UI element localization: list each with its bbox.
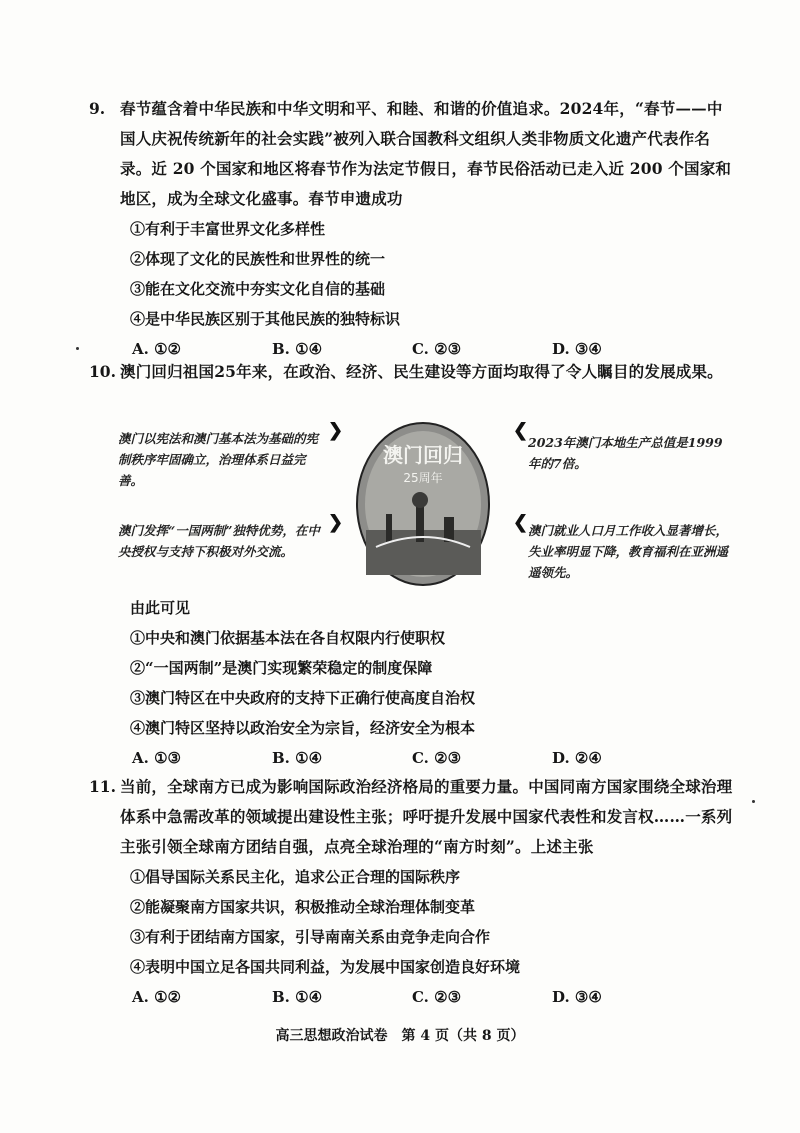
question-stem: 当前，全球南方已成为影响国际政治经济格局的重要力量。中国同南方国家围绕全球治理体系中急需改革的领域提出建设性主张；呼吁提升发展中国家代表性和发言权……一系列主张引领全球南方团结自强，点亮全球治理的“南方时刻”。上述主张 — [120, 777, 733, 856]
question-number: 9. — [89, 99, 106, 118]
statement-4: ④是中华民族区别于其他民族的独特标识 — [130, 310, 401, 328]
caption-left-top: 澳门以宪法和澳门基本法为基础的宪制秩序牢固确立，治理体系日益完善。 — [118, 431, 319, 488]
lead-text: 由此可见 — [130, 599, 191, 617]
statement-1: ①有利于丰富世界文化多样性 — [130, 220, 326, 238]
question-number: 11. — [89, 777, 116, 796]
caption-left-bottom: 澳门发挥“一国两制”独特优势，在中央授权与支持下积极对外交流。 — [118, 523, 320, 559]
statement-3: ③澳门特区在中央政府的支持下正确行使高度自治权 — [130, 689, 476, 707]
choice-d[interactable]: D. ②④ — [552, 749, 602, 767]
choice-a[interactable]: A. ①② — [132, 988, 181, 1006]
question-10-options — [120, 593, 735, 773]
choice-b[interactable]: B. ①④ — [272, 340, 323, 358]
caption-right-top: 2023年澳门本地生产总值是1999年的7倍。 — [528, 435, 723, 471]
statement-2: ②体现了文化的民族性和世界性的统一 — [130, 250, 386, 268]
question-9 — [89, 94, 735, 364]
question-stem: 春节蕴含着中华民族和中华文明和平、和睦、和谐的价值追求。2024年，“春节——中国人庆祝传统新年的社会实践”被列入联合国教科文组织人类非物质文化遗产代表作名录。近 20 个国家和地区将春节作为法定节假日，春节民俗活动已走入近 200 个国家和地区，成为全球文化盛事。春节申遗成功 — [120, 99, 732, 208]
macau-figure — [118, 420, 738, 590]
badge-subtitle: 25周年 — [403, 471, 443, 485]
choice-c[interactable]: C. ②③ — [412, 340, 462, 358]
badge-title: 澳门回归 — [383, 443, 463, 467]
statement-4: ④表明中国立足各国共同利益，为发展中国家创造良好环境 — [130, 958, 521, 976]
choice-a[interactable]: A. ①② — [132, 340, 181, 358]
statement-3: ③有利于团结南方国家，引导南南关系由竞争走向合作 — [130, 928, 491, 946]
choice-d[interactable]: D. ③④ — [552, 340, 602, 358]
question-stem: 澳门回归祖国25年来，在政治、经济、民生建设等方面均取得了令人瞩目的发展成果。 — [120, 362, 723, 381]
choice-b[interactable]: B. ①④ — [272, 988, 323, 1006]
scan-speck — [752, 800, 755, 803]
scan-speck — [76, 347, 79, 350]
chevron-right-icon: ❯ — [328, 420, 344, 441]
statement-1: ①中央和澳门依据基本法在各自权限内行使职权 — [130, 629, 446, 647]
question-number: 10. — [89, 362, 116, 381]
chevron-right-icon: ❯ — [328, 512, 344, 533]
statement-3: ③能在文化交流中夯实文化自信的基础 — [130, 280, 386, 298]
statement-2: ②能凝聚南方国家共识，积极推动全球治理体制变革 — [130, 898, 476, 916]
answer-choices — [120, 743, 735, 773]
question-11 — [89, 772, 735, 1012]
caption-right-bottom: 澳门就业人口月工作收入显著增长，失业率明显下降，教育福利在亚洲遥遥领先。 — [528, 523, 729, 580]
statement-2: ②“一国两制”是澳门实现繁荣稳定的制度保障 — [130, 659, 433, 677]
choice-d[interactable]: D. ③④ — [552, 988, 602, 1006]
statement-1: ①倡导国际关系民主化，追求公正合理的国际秩序 — [130, 868, 461, 886]
page-footer: 高三思想政治试卷 第 4 页（共 8 页） — [275, 1028, 525, 1044]
statement-4: ④澳门特区坚持以政治安全为宗旨，经济安全为根本 — [130, 719, 476, 737]
choice-a[interactable]: A. ①③ — [132, 749, 181, 767]
macau-anniversary-badge — [356, 422, 491, 587]
chevron-left-icon: ❮ — [513, 512, 529, 533]
choice-b[interactable]: B. ①④ — [272, 749, 323, 767]
choice-c[interactable]: C. ②③ — [412, 749, 462, 767]
choice-c[interactable]: C. ②③ — [412, 988, 462, 1006]
question-10 — [89, 357, 735, 387]
answer-choices — [120, 982, 735, 1012]
chevron-left-icon: ❮ — [513, 420, 529, 441]
